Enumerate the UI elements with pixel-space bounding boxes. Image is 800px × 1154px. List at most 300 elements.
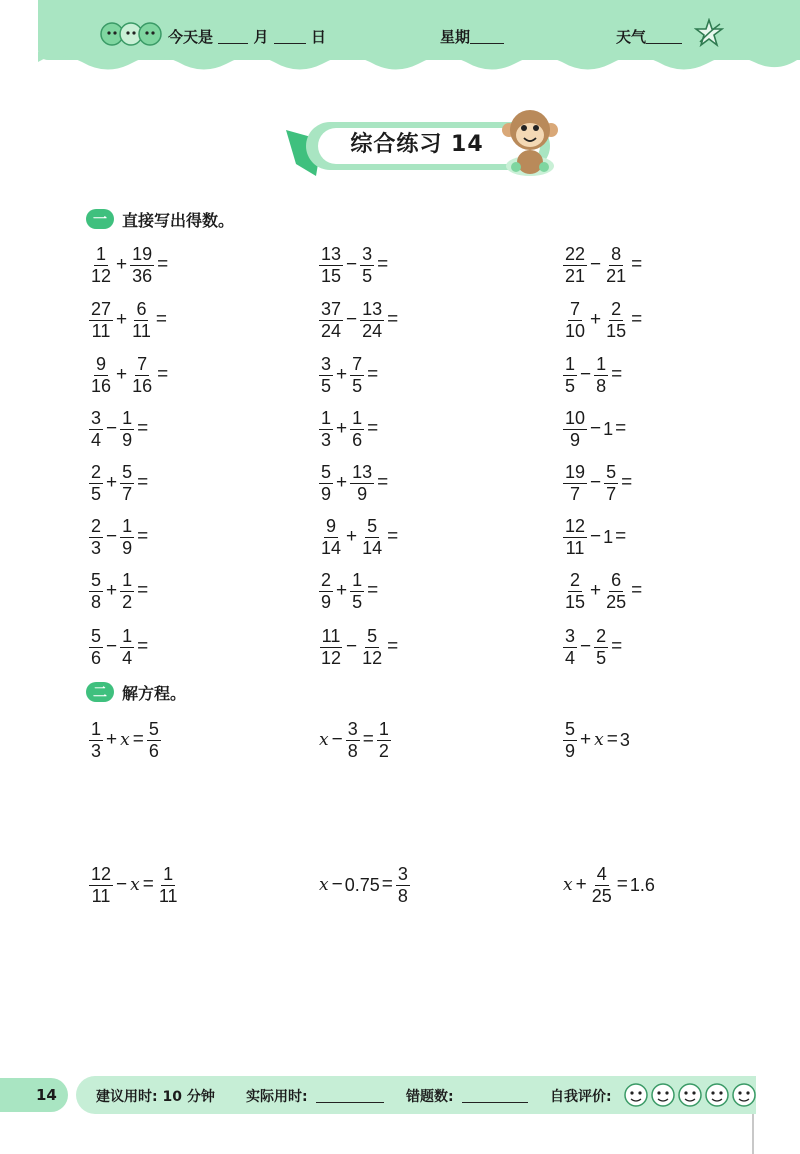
numerator: 5: [91, 569, 102, 590]
fraction: [89, 516, 103, 559]
numerator: 1: [565, 353, 576, 374]
variable: x: [319, 875, 329, 895]
math-expression: [562, 860, 655, 910]
numerator: 19: [132, 243, 153, 264]
math-expression: [88, 350, 170, 400]
weekday-blank[interactable]: [470, 29, 504, 44]
denominator: 15: [321, 265, 342, 286]
fraction: [120, 626, 134, 669]
numerator: 3: [565, 625, 576, 646]
fraction: [604, 570, 628, 613]
numerator: 4: [596, 863, 607, 884]
numerator: 5: [606, 461, 617, 482]
operator: =: [137, 418, 149, 439]
operator: =: [132, 729, 144, 750]
operator: =: [615, 526, 627, 547]
numerator: 2: [596, 625, 607, 646]
denominator: 4: [91, 429, 102, 450]
operator: =: [631, 309, 643, 330]
denominator: 16: [132, 375, 153, 396]
problem-row: [0, 404, 800, 454]
numerator: 13: [362, 298, 383, 319]
fraction: [563, 462, 587, 505]
math-expression: [318, 404, 380, 454]
face-icon[interactable]: [652, 1084, 674, 1106]
fraction: [130, 354, 154, 397]
numerator: 1: [91, 718, 102, 739]
operator: =: [616, 874, 628, 895]
fraction: [377, 719, 391, 762]
fraction: [319, 626, 343, 669]
operator: =: [631, 254, 643, 275]
operator: =: [387, 309, 399, 330]
denominator: 4: [565, 647, 576, 668]
operator: −: [106, 526, 118, 547]
operator: =: [621, 472, 633, 493]
section1-badge-text: 一: [93, 212, 107, 228]
fraction: [563, 354, 577, 397]
fraction: [350, 570, 364, 613]
math-expression: [318, 295, 400, 345]
fraction: [396, 864, 410, 907]
numerator: 5: [367, 515, 378, 536]
fraction: [89, 570, 103, 613]
page-number: 14: [0, 1078, 68, 1112]
numerator: 3: [397, 863, 408, 884]
fraction: [563, 719, 577, 762]
denominator: 8: [397, 885, 408, 906]
fraction: [120, 462, 134, 505]
problem-row: [0, 622, 800, 672]
fraction: [319, 244, 343, 287]
number: 0.75: [344, 874, 380, 895]
face-icon[interactable]: [706, 1084, 728, 1106]
weekday-field: [440, 26, 504, 47]
fraction: [563, 299, 587, 342]
fraction: [604, 299, 628, 342]
operator: −: [331, 729, 343, 750]
problem-row: [0, 240, 800, 290]
fraction: [563, 244, 587, 287]
numerator: 5: [91, 625, 102, 646]
math-expression: [88, 860, 181, 910]
numerator: 6: [136, 298, 147, 319]
denominator: 11: [158, 885, 178, 906]
fraction: [346, 719, 360, 762]
denominator: 24: [362, 320, 383, 341]
denominator: 14: [362, 537, 383, 558]
errors-blank[interactable]: [462, 1088, 528, 1103]
numerator: 12: [91, 863, 112, 884]
denominator: 12: [91, 265, 112, 286]
numerator: 6: [611, 569, 622, 590]
numerator: 3: [321, 353, 332, 374]
fraction: [89, 354, 113, 397]
number: 1: [603, 418, 614, 439]
header-wave: [38, 52, 800, 78]
math-expression: [562, 458, 634, 508]
denominator: 3: [321, 429, 332, 450]
math-expression: [318, 622, 400, 672]
face-icon[interactable]: [625, 1084, 647, 1106]
math-expression: [562, 404, 628, 454]
fraction: [157, 864, 180, 907]
numerator: 1: [163, 863, 174, 884]
fraction: [594, 626, 608, 669]
denominator: 25: [591, 885, 612, 906]
numerator: 3: [362, 243, 373, 264]
denominator: 21: [565, 265, 586, 286]
math-expression: [562, 350, 624, 400]
operator: =: [377, 472, 389, 493]
actual-time-label: 实际用时:: [246, 1089, 308, 1105]
number: 3: [619, 729, 630, 750]
numerator: 3: [347, 718, 358, 739]
fraction: [130, 299, 153, 342]
fraction: [360, 516, 384, 559]
numerator: 7: [137, 353, 148, 374]
operator: =: [367, 364, 379, 385]
number: 1: [603, 526, 614, 547]
numerator: 13: [321, 243, 342, 264]
page-edge: [752, 1114, 754, 1154]
operator: −: [331, 874, 343, 895]
operator: =: [611, 636, 623, 657]
denominator: 12: [362, 647, 383, 668]
fraction: [319, 462, 333, 505]
section2-heading: [86, 680, 186, 704]
fraction: [89, 462, 103, 505]
operator: +: [590, 580, 602, 601]
actual-time-blank[interactable]: [316, 1088, 384, 1103]
problem-row: [0, 350, 800, 400]
fraction: [350, 354, 364, 397]
fraction: [563, 408, 587, 451]
today-field: [168, 26, 326, 47]
face-icon[interactable]: [733, 1084, 755, 1106]
day-label: 日: [310, 28, 326, 46]
variable: x: [120, 730, 130, 750]
denominator: 9: [122, 537, 133, 558]
denominator: 5: [565, 375, 576, 396]
problem-row: [0, 512, 800, 562]
denominator: 6: [352, 429, 363, 450]
denominator: 3: [91, 537, 102, 558]
denominator: 24: [321, 320, 342, 341]
operator: −: [590, 526, 602, 547]
weather-blank[interactable]: [646, 29, 682, 44]
operator: +: [580, 729, 592, 750]
operator: +: [590, 309, 602, 330]
math-expression: [318, 860, 411, 910]
denominator: 5: [352, 591, 363, 612]
fraction: [319, 570, 333, 613]
fraction: [319, 299, 343, 342]
fraction: [350, 408, 364, 451]
fraction: [604, 462, 618, 505]
page-title: 综合练习 14: [350, 132, 484, 157]
math-expression: [318, 715, 392, 765]
math-expression: [318, 350, 380, 400]
fraction: [89, 719, 103, 762]
operator: =: [137, 580, 149, 601]
operator: =: [611, 364, 623, 385]
fraction: [563, 626, 577, 669]
numerator: 1: [122, 569, 133, 590]
fraction: [563, 516, 587, 559]
fraction: [89, 244, 113, 287]
month-label: 月: [253, 28, 269, 46]
numerator: 1: [122, 625, 133, 646]
numerator: 2: [91, 515, 102, 536]
denominator: 36: [132, 265, 153, 286]
numerator: 5: [122, 461, 133, 482]
numerator: 7: [570, 298, 581, 319]
denominator: 5: [352, 375, 363, 396]
math-expression: [88, 622, 150, 672]
denominator: 12: [321, 647, 342, 668]
denominator: 14: [321, 537, 342, 558]
math-expression: [88, 295, 169, 345]
operator: =: [142, 874, 154, 895]
denominator: 16: [91, 375, 112, 396]
fraction: [89, 626, 103, 669]
denominator: 10: [565, 320, 586, 341]
fraction: [360, 244, 374, 287]
fraction: [590, 864, 614, 907]
numerator: 10: [565, 407, 586, 428]
section1-heading: [86, 207, 234, 231]
numerator: 2: [611, 298, 622, 319]
denominator: 8: [347, 740, 358, 761]
numerator: 1: [321, 407, 332, 428]
numerator: 5: [565, 718, 576, 739]
fraction: [594, 354, 608, 397]
numerator: 3: [91, 407, 102, 428]
operator: +: [336, 418, 348, 439]
operator: =: [387, 636, 399, 657]
numerator: 2: [321, 569, 332, 590]
numerator: 22: [565, 243, 586, 264]
operator: −: [346, 254, 358, 275]
numerator: 19: [565, 461, 586, 482]
denominator: 15: [606, 320, 627, 341]
weather-field: [616, 26, 682, 47]
operator: =: [615, 418, 627, 439]
today-label: 今天是: [168, 28, 214, 46]
actual-time-field: [246, 1086, 384, 1106]
weekday-label: 星期: [440, 28, 471, 46]
fraction: [319, 516, 343, 559]
numerator: 2: [91, 461, 102, 482]
math-expression: [562, 512, 628, 562]
numerator: 1: [96, 243, 107, 264]
weather-label: 天气: [616, 28, 647, 46]
fraction: [120, 408, 134, 451]
operator: +: [346, 526, 358, 547]
math-expression: [562, 566, 644, 616]
denominator: 9: [565, 740, 576, 761]
math-expression: [88, 404, 150, 454]
day-blank[interactable]: [274, 29, 306, 44]
numerator: 12: [565, 515, 586, 536]
numerator: 1: [596, 353, 607, 374]
variable: x: [563, 875, 573, 895]
denominator: 25: [606, 591, 627, 612]
operator: −: [590, 472, 602, 493]
denominator: 3: [91, 740, 102, 761]
operator: −: [590, 418, 602, 439]
operator: =: [137, 526, 149, 547]
errors-label: 错题数:: [406, 1089, 454, 1105]
numerator: 13: [352, 461, 373, 482]
problem-row: [0, 715, 800, 765]
fraction: [89, 864, 113, 907]
operator: =: [387, 526, 399, 547]
math-expression: [562, 715, 630, 765]
operator: −: [580, 364, 592, 385]
section2-badge: [86, 682, 114, 702]
fraction: [604, 244, 628, 287]
star-icon: [694, 18, 724, 48]
numerator: 1: [122, 515, 133, 536]
operator: +: [106, 472, 118, 493]
operator: −: [590, 254, 602, 275]
denominator: 9: [122, 429, 133, 450]
math-expression: [88, 458, 150, 508]
fraction: [319, 354, 333, 397]
numerator: 37: [321, 298, 342, 319]
face-icon[interactable]: [679, 1084, 701, 1106]
operator: −: [346, 636, 358, 657]
denominator: 8: [596, 375, 607, 396]
operator: +: [336, 580, 348, 601]
problem-row: [0, 295, 800, 345]
section1-badge: [86, 209, 114, 229]
fraction: [147, 719, 161, 762]
numerator: 7: [352, 353, 363, 374]
self-eval-faces: [622, 1080, 756, 1110]
operator: −: [106, 418, 118, 439]
denominator: 5: [596, 647, 607, 668]
math-expression: [562, 295, 644, 345]
section2-title: 解方程。: [122, 683, 187, 703]
variable: x: [594, 730, 604, 750]
math-expression: [88, 715, 162, 765]
operator: −: [106, 636, 118, 657]
denominator: 11: [91, 885, 111, 906]
denominator: 7: [122, 483, 133, 504]
section1-title: 直接写出得数。: [122, 210, 235, 230]
denominator: 15: [565, 591, 586, 612]
fraction: [130, 244, 154, 287]
operator: −: [116, 874, 128, 895]
denominator: 9: [321, 483, 332, 504]
operator: =: [377, 254, 389, 275]
numerator: 9: [326, 515, 337, 536]
operator: =: [137, 636, 149, 657]
denominator: 7: [570, 483, 581, 504]
problem-row: [0, 860, 800, 910]
math-expression: [562, 622, 624, 672]
denominator: 6: [148, 740, 159, 761]
fraction: [120, 516, 134, 559]
numerator: 9: [96, 353, 107, 374]
math-expression: [88, 566, 150, 616]
fraction: [120, 570, 134, 613]
operator: +: [106, 729, 118, 750]
operator: =: [381, 874, 393, 895]
operator: +: [336, 364, 348, 385]
denominator: 11: [132, 320, 151, 341]
math-expression: [318, 240, 390, 290]
operator: +: [116, 309, 128, 330]
numerator: 5: [367, 625, 378, 646]
section2-badge-text: 二: [93, 685, 107, 701]
numerator: 1: [378, 718, 389, 739]
denominator: 2: [378, 740, 389, 761]
denominator: 8: [91, 591, 102, 612]
numerator: 2: [570, 569, 581, 590]
fraction: [89, 408, 103, 451]
problem-row: [0, 566, 800, 616]
operator: +: [116, 254, 128, 275]
denominator: 21: [606, 265, 627, 286]
variable: x: [319, 730, 329, 750]
math-expression: [88, 240, 170, 290]
denominator: 7: [606, 483, 617, 504]
fraction: [360, 626, 384, 669]
self-eval-label: 自我评价:: [550, 1089, 612, 1105]
denominator: 5: [362, 265, 373, 286]
denominator: 9: [357, 483, 368, 504]
operator: =: [157, 364, 169, 385]
numerator: 1: [352, 569, 363, 590]
numerator: 11: [321, 625, 341, 646]
month-blank[interactable]: [218, 29, 248, 44]
errors-field: [406, 1086, 528, 1106]
operator: =: [362, 729, 374, 750]
problem-row: [0, 458, 800, 508]
variable: x: [130, 875, 140, 895]
operator: =: [367, 580, 379, 601]
denominator: 9: [321, 591, 332, 612]
math-expression: [318, 512, 400, 562]
math-expression: [318, 566, 380, 616]
operator: +: [575, 874, 587, 895]
denominator: 4: [122, 647, 133, 668]
operator: +: [116, 364, 128, 385]
math-expression: [562, 240, 644, 290]
fraction: [89, 299, 113, 342]
numerator: 8: [611, 243, 622, 264]
monkey-mascot-icon: [496, 104, 564, 182]
operator: =: [606, 729, 618, 750]
denominator: 11: [91, 320, 111, 341]
operator: =: [155, 309, 167, 330]
operator: =: [367, 418, 379, 439]
denominator: 9: [570, 429, 581, 450]
fraction: [350, 462, 374, 505]
denominator: 5: [91, 483, 102, 504]
operator: +: [336, 472, 348, 493]
number: 1.6: [629, 874, 655, 895]
denominator: 5: [321, 375, 332, 396]
operator: −: [346, 309, 358, 330]
numerator: 1: [122, 407, 133, 428]
numerator: 1: [352, 407, 363, 428]
fraction: [319, 408, 333, 451]
